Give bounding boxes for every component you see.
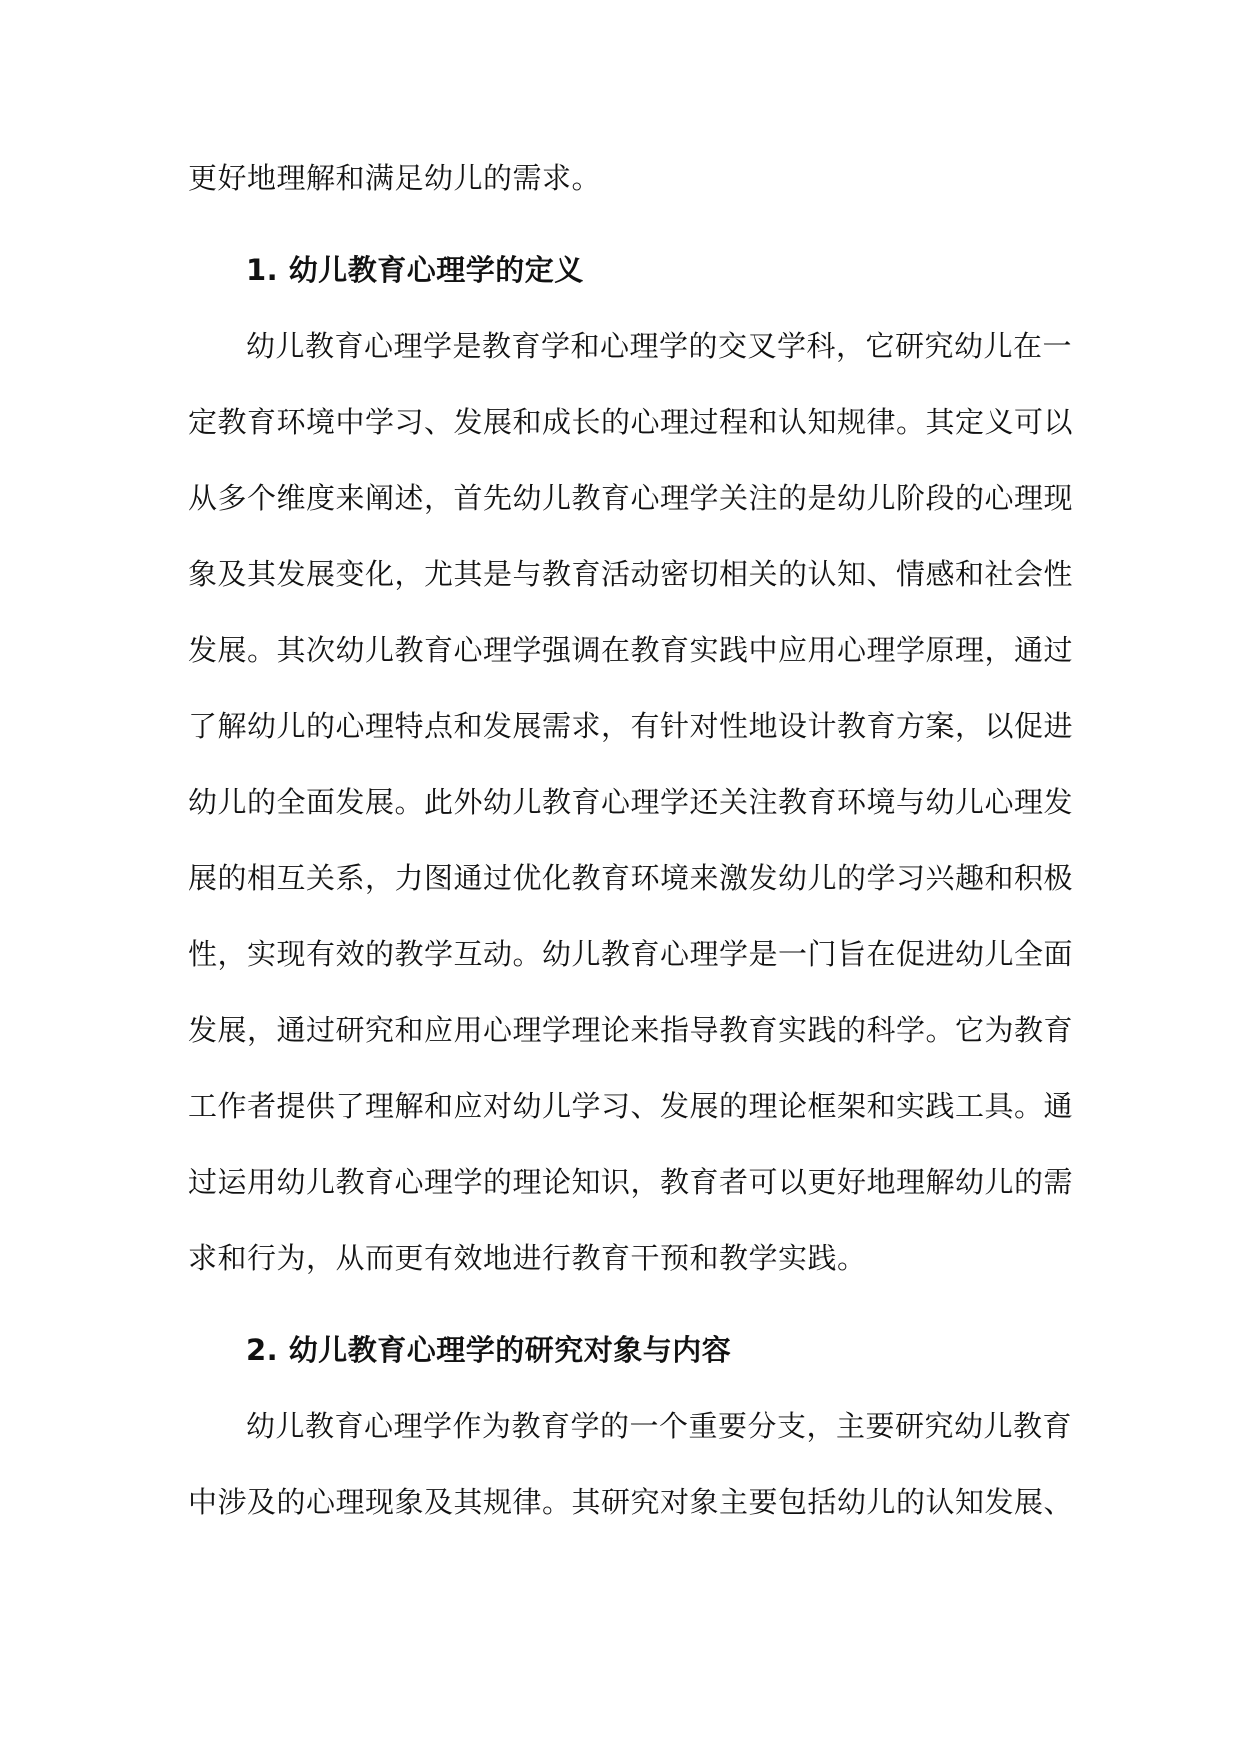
paragraph-line: 工作者提供了理解和应对幼儿学习、发展的理论框架和实践工具。通 <box>188 1089 1074 1123</box>
paragraph-line: 定教育环境中学习、发展和成长的心理过程和认知规律。其定义可以 <box>188 405 1074 439</box>
document-page <box>188 140 1074 1540</box>
spacer <box>188 216 1058 232</box>
paragraph-line: 过运用幼儿教育心理学的理论知识，教育者可以更好地理解幼儿的需 <box>188 1165 1074 1199</box>
paragraph-line: 求和行为，从而更有效地进行教育干预和教学实践。 <box>188 1241 867 1275</box>
paragraph-line: 幼儿的全面发展。此外幼儿教育心理学还关注教育环境与幼儿心理发 <box>188 785 1074 819</box>
paragraph-line: 发展，通过研究和应用心理学理论来指导教育实践的科学。它为教育 <box>188 1013 1074 1047</box>
paragraph-line: 幼儿教育心理学作为教育学的一个重要分支，主要研究幼儿教育 <box>246 1409 1073 1443</box>
paragraph-line: 中涉及的心理现象及其规律。其研究对象主要包括幼儿的认知发展、 <box>188 1485 1074 1519</box>
paragraph-line: 更好地理解和满足幼儿的需求。 <box>188 161 602 195</box>
paragraph-line: 性，实现有效的教学互动。幼儿教育心理学是一门旨在促进幼儿全面 <box>188 937 1074 971</box>
paragraph-line: 幼儿教育心理学是教育学和心理学的交叉学科，它研究幼儿在一 <box>246 329 1073 363</box>
paragraph-line: 从多个维度来阐述，首先幼儿教育心理学关注的是幼儿阶段的心理现 <box>188 481 1074 515</box>
paragraph-line: 象及其发展变化，尤其是与教育活动密切相关的认知、情感和社会性 <box>188 557 1074 591</box>
section-heading-1: 1. 幼儿教育心理学的定义 <box>246 253 584 287</box>
spacer <box>188 1296 1058 1312</box>
section-heading-2: 2. 幼儿教育心理学的研究对象与内容 <box>246 1333 732 1367</box>
paragraph-line: 发展。其次幼儿教育心理学强调在教育实践中应用心理学原理，通过 <box>188 633 1074 667</box>
section-1-paragraph <box>188 308 1074 1296</box>
section-2-paragraph <box>188 1388 1074 1540</box>
paragraph-line: 了解幼儿的心理特点和发展需求，有针对性地设计教育方案，以促进 <box>188 709 1074 743</box>
paragraph-line: 展的相互关系，力图通过优化教育环境来激发幼儿的学习兴趣和积极 <box>188 861 1074 895</box>
